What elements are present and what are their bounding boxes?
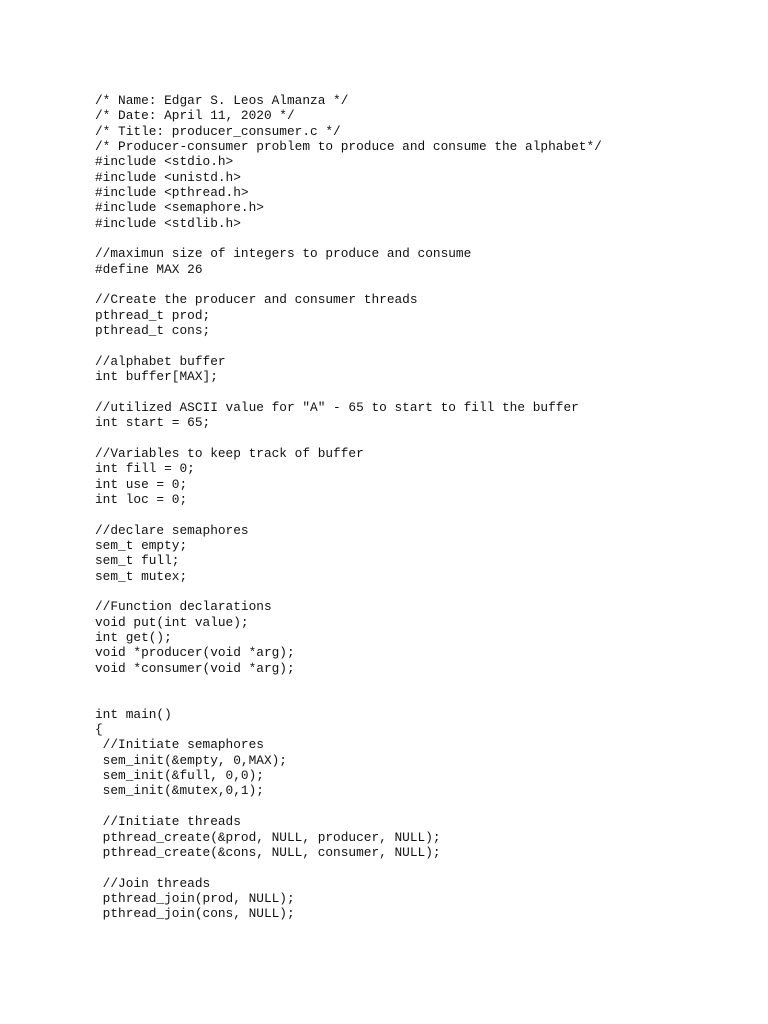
- code-line: [95, 691, 735, 706]
- code-line: sem_t empty;: [95, 537, 188, 553]
- code-line: #include <pthread.h>: [95, 185, 249, 201]
- code-line: //Variables to keep track of buffer: [95, 445, 364, 461]
- code-line: #include <unistd.h>: [95, 169, 241, 185]
- code-line: #include <stdlib.h>: [95, 215, 241, 231]
- code-block: [95, 93, 735, 922]
- code-line: #define MAX 26: [95, 261, 203, 277]
- code-line: sem_init(&empty, 0,MAX);: [95, 752, 287, 768]
- code-line: #include <semaphore.h>: [95, 200, 264, 216]
- code-line: pthread_create(&cons, NULL, consumer, NULL);: [95, 844, 441, 860]
- code-line: sem_t mutex;: [95, 568, 188, 584]
- code-line: //declare semaphores: [95, 522, 249, 538]
- code-line: [95, 507, 735, 522]
- code-line: int start = 65;: [95, 415, 211, 431]
- code-line: //alphabet buffer: [95, 353, 226, 369]
- code-line: #include <stdio.h>: [95, 154, 234, 170]
- code-line: int use = 0;: [95, 476, 188, 492]
- code-line: /* Producer-consumer problem to produce and consume the alphabet*/: [95, 139, 602, 155]
- code-line: //maximun size of integers to produce and consume: [95, 246, 472, 262]
- code-line: [95, 676, 735, 691]
- code-line: //utilized ASCII value for "A" - 65 to start to fill the buffer: [95, 399, 579, 415]
- code-line: void *producer(void *arg);: [95, 645, 295, 661]
- code-line: [95, 339, 735, 354]
- code-line: /* Title: producer_consumer.c */: [95, 123, 341, 139]
- code-line: int fill = 0;: [95, 461, 195, 477]
- code-line: [95, 584, 735, 599]
- code-line: pthread_create(&prod, NULL, producer, NULL);: [95, 829, 441, 845]
- code-line: [95, 860, 735, 875]
- code-line: sem_init(&mutex,0,1);: [95, 783, 264, 799]
- code-line: pthread_t prod;: [95, 307, 211, 323]
- code-line: {: [95, 722, 103, 738]
- code-line: sem_init(&full, 0,0);: [95, 768, 264, 784]
- code-line: [95, 231, 735, 246]
- code-line: //Join threads: [95, 875, 211, 891]
- code-line: sem_t full;: [95, 553, 180, 569]
- code-line: pthread_join(cons, NULL);: [95, 906, 295, 922]
- code-line: int get();: [95, 630, 172, 646]
- code-line: //Initiate threads: [95, 814, 241, 830]
- code-line: /* Name: Edgar S. Leos Almanza */: [95, 93, 349, 108]
- code-line: [95, 277, 735, 292]
- code-line: /* Date: April 11, 2020 */: [95, 108, 295, 124]
- code-line: //Function declarations: [95, 599, 272, 615]
- code-line: void *consumer(void *arg);: [95, 660, 295, 676]
- code-line: int loc = 0;: [95, 491, 188, 507]
- code-line: [95, 799, 735, 814]
- code-line: pthread_join(prod, NULL);: [95, 890, 295, 906]
- code-line: //Initiate semaphores: [95, 737, 264, 753]
- code-line: int buffer[MAX];: [95, 369, 218, 385]
- code-line: [95, 431, 735, 446]
- code-line: //Create the producer and consumer threads: [95, 292, 418, 308]
- code-line: [95, 385, 735, 400]
- code-line: void put(int value);: [95, 614, 249, 630]
- code-line: int main(): [95, 706, 172, 722]
- code-line: pthread_t cons;: [95, 323, 211, 339]
